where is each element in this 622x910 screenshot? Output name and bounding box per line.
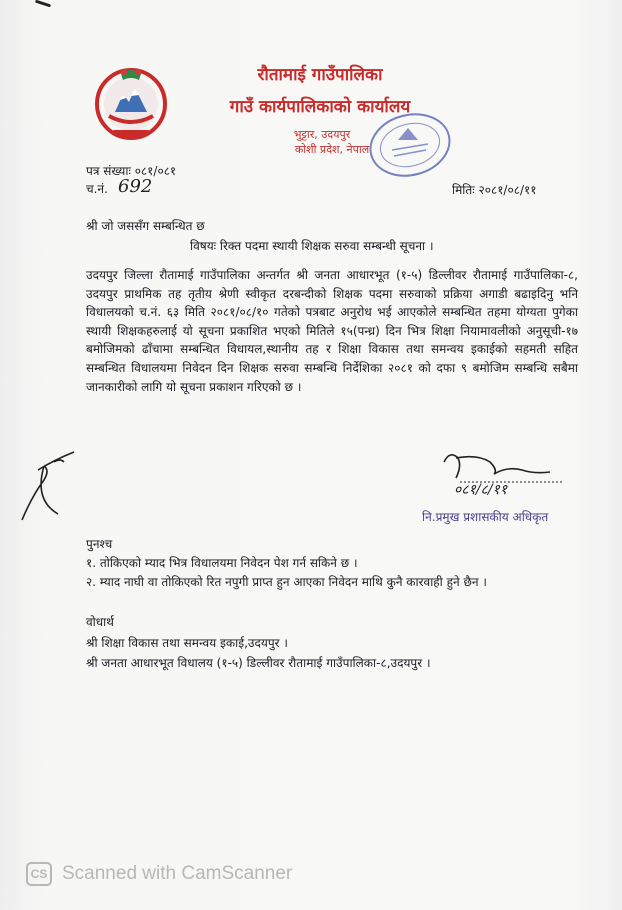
letter-date: मितिः २०८१/०८/११ [452,183,537,197]
office-address-line1: भुट्टार, उदयपुर [293,128,351,141]
office-address-line2: कोशी प्रदेश, नेपाल [294,143,370,156]
signatory-title: नि.प्रमुख प्रशासकीय अधिकृत [422,510,549,524]
camscanner-watermark [26,862,292,886]
cc-heading: वोधार्थ [86,615,114,629]
office-stamp-icon [364,110,456,180]
signature-date-handwritten: ०८१/८/११ [454,482,508,498]
postscript-item: १. तोकिएको म्याद भित्र विधालयमा निवेदन पेश गर्न सकिने छ । [86,556,358,570]
recipient-line: श्री जो जससँग सम्बन्धित छ [86,219,205,233]
nepal-emblem-icon [93,62,169,146]
camscanner-text: Scanned with CamScanner [62,863,293,884]
notice-body: उदयपुर जिल्ला रौतामाई गाउँपालिका अन्तर्गत श्री जनता आधारभूत (१-५) डिल्लीवर रौतामाई गाउँपालिका-८, उदयपुर प्राथमिक तह तृतीय श्रेणी स्वीकृत दरबन्दीको शिक्षक पदमा सरुवाको प्रक्रिया अगाडी बढाइदिनु भनि विधालयको च.नं. ६३ मिति २०८१/०८/१० गतेको पत्रबाट अनुरोध भई आएकोले सम्बन्धित तहमा योग्यता पुगेका स्थायी शिक्षकहरुलाई यो सूचना प्रकाशित भएको मितिले १५(पन्ध्र) दिन भित्र शिक्षा नियामावलीको अनुसूची-१७ बमोजिमको ढाँचामा सम्बन्धित विधायल,स्थानीय तह र शिक्षा विकास तथा समन्वय इकाईको सहमती सहित सम्बन्धित विधालयमा निवेदन दिन शिक्षक सरुवा सम्बन्धि निर्देशिका २०८१ को दफा ९ बमोजिम सम्बन्धि सबैमा जानकारीको लागि यो सूचना प्रकाशन गरिएको छ । [86,268,578,394]
subject-line: विषयः रिक्त पदमा स्थायी शिक्षक सरुवा सम्बन्धी सूचना । [190,239,434,253]
camscanner-logo-icon: CS [26,862,52,886]
dispatch-number-handwritten: 692 [118,176,153,197]
office-subtitle: गाउँ कार्यपालिकाको कार्यालय [229,97,411,117]
handwritten-signature-icon [438,444,578,512]
postscript-heading: पुनश्च [86,537,113,551]
office-name: रौतामाई गाउँपालिका [257,65,383,85]
postscript-item: २. म्याद नाघी वा तोकिएको रित नपुगी प्राप्त हुन आएका निवेदन माथि कुनै कारवाही हुने छैन । [86,575,487,589]
cc-item: श्री जनता आधारभूत विधालय (१-५) डिल्लीवर रौतामाई गाउँपालिका-८,उदयपुर । [86,656,431,670]
dispatch-number-label: च.नं. [86,182,108,196]
letter-number: पत्र संख्याः ०८१/०८१ [86,164,177,178]
margin-initials-icon [14,440,84,530]
cc-item: श्री शिक्षा विकास तथा समन्वय इकाई,उदयपुर । [86,636,288,650]
scan-mark [35,0,51,7]
